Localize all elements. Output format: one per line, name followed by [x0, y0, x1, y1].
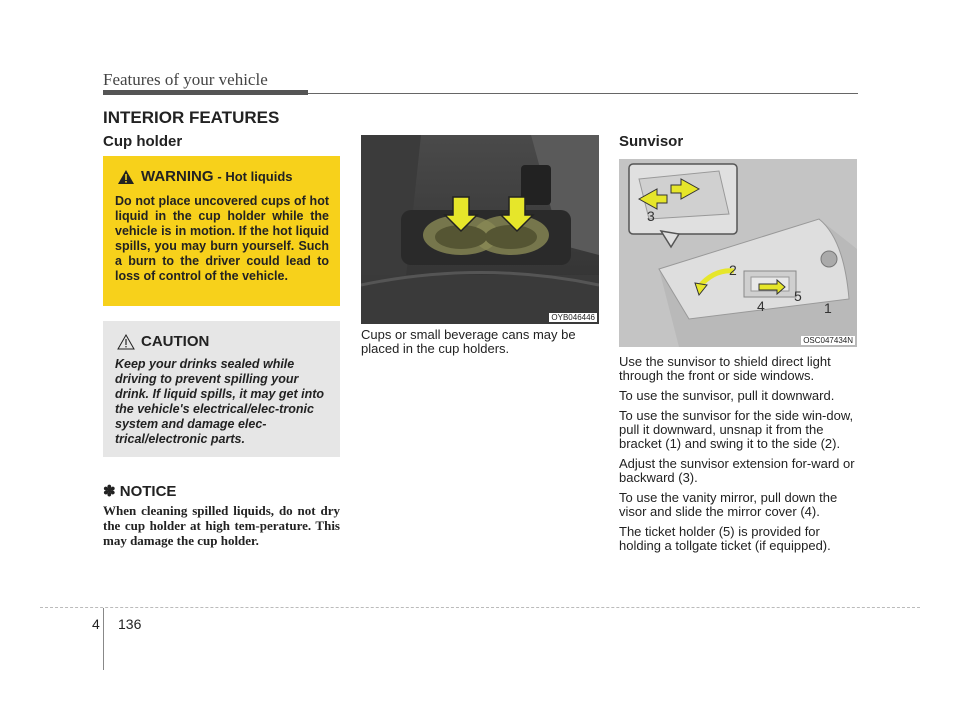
- section-title: INTERIOR FEATURES: [103, 108, 280, 127]
- header-title: Features of your vehicle: [103, 70, 268, 89]
- callout-5: 5: [794, 288, 802, 304]
- sunvisor-paragraph: To use the sunvisor for the side win-dow, pull it downward, unsnap it from the bracket (1) and swing it to the side (2).: [619, 408, 854, 451]
- header-rule-thin: [308, 93, 858, 94]
- page-number: 136: [118, 616, 142, 632]
- sunvisor-title: Sunvisor: [619, 133, 684, 150]
- caution-text: Keep your drinks sealed while driving to prevent spilling your drink. If liquid spills, it may get into the vehicle's electrical/elec-tronic system and damage elec-trical/electronic parts.: [115, 357, 325, 446]
- callout-4: 4: [757, 298, 765, 314]
- chapter-number: 4: [92, 616, 100, 632]
- notice-text: When cleaning spilled liquids, do not dry the cup holder at high tem-perature. This may damage the cup holder.: [103, 503, 340, 548]
- caution-label: CAUTION: [141, 333, 210, 350]
- footer-vertical-rule: [103, 608, 104, 670]
- notice-title: ✽ NOTICE: [103, 483, 177, 500]
- sunvisor-paragraph: To use the vanity mirror, pull down the visor and slide the mirror cover (4).: [619, 490, 838, 519]
- cup-holder-illustration: [361, 135, 599, 324]
- callout-1: 1: [824, 300, 832, 316]
- footer-dashed-rule: [40, 607, 920, 608]
- sunvisor-paragraph: To use the sunvisor, pull it downward.: [619, 388, 835, 403]
- warning-triangle-icon: [117, 169, 135, 185]
- sunvisor-photo: [619, 159, 857, 347]
- sunvisor-paragraph: Adjust the sunvisor extension for-ward or backward (3).: [619, 456, 855, 485]
- cup-holder-caption: Cups or small beverage cans may be placed in the cup holders.: [361, 327, 576, 356]
- header-rule-thick: [103, 90, 308, 95]
- warning-label: WARNING: [141, 168, 214, 185]
- sunvisor-paragraph: Use the sunvisor to shield direct light through the front or side windows.: [619, 354, 831, 383]
- cup-holder-photo: [361, 135, 599, 324]
- sunvisor-body: [619, 355, 859, 559]
- warning-box: [103, 156, 340, 306]
- sunvisor-image-code: OSC047434N: [803, 336, 853, 345]
- warning-subtitle: - Hot liquids: [217, 169, 293, 184]
- warning-heading: [117, 168, 293, 185]
- warning-text: Do not place uncovered cups of hot liquid in the cup holder while the vehicle is in motion. If the hot liquid spills, you may burn yourself. Such a burn to the driver could lead to loss of control of the vehicle.: [115, 194, 329, 283]
- callout-3: 3: [647, 208, 655, 224]
- sunvisor-illustration: [619, 159, 857, 347]
- callout-2: 2: [729, 262, 737, 278]
- sunvisor-paragraph: The ticket holder (5) is provided for holding a tollgate ticket (if equipped).: [619, 524, 831, 553]
- cup-holder-title: Cup holder: [103, 133, 183, 150]
- cup-holder-image-code: OYB046446: [551, 313, 595, 322]
- caution-heading: [117, 333, 209, 350]
- caution-box: [103, 321, 340, 457]
- caution-triangle-icon: [117, 334, 135, 350]
